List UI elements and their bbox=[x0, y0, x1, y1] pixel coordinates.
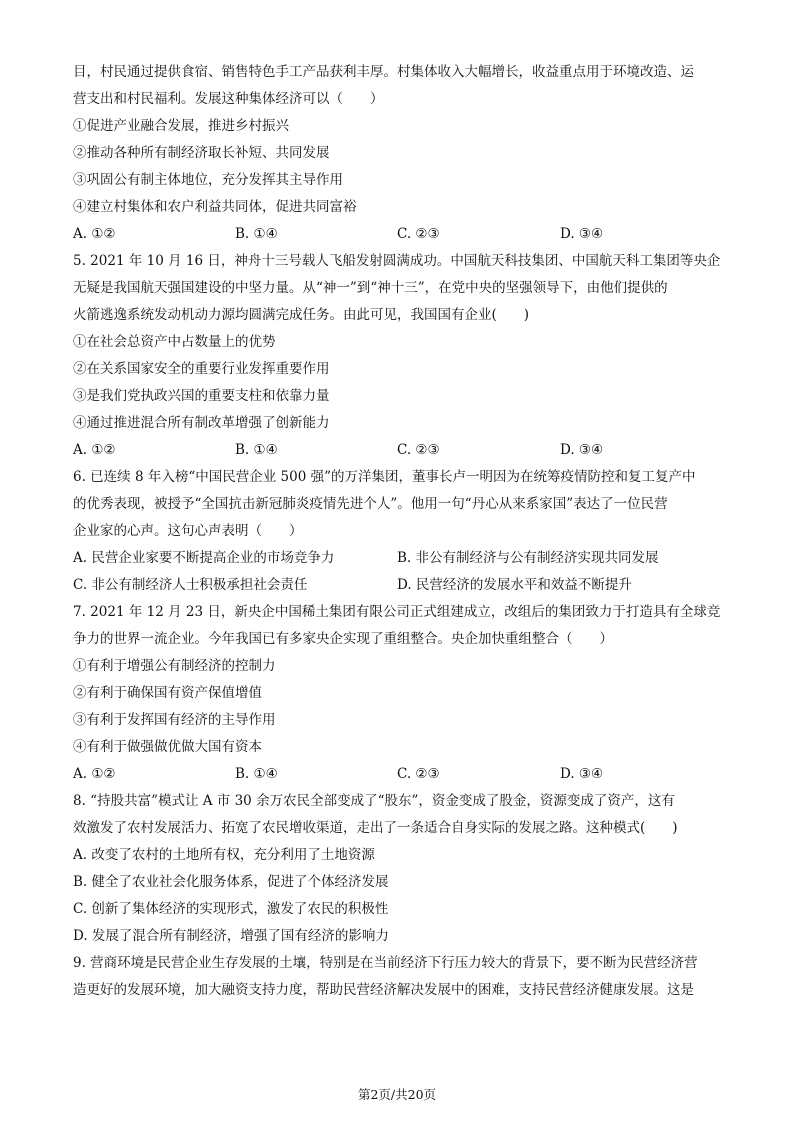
q8-option-d: D. 发展了混合所有制经济，增强了国有经济的影响力 bbox=[73, 928, 389, 944]
q8-option-c: C. 创新了集体经济的实现形式，激发了农民的积极性 bbox=[73, 901, 389, 917]
q4-stem-line-1: 目，村民通过提供食宿、销售特色手工产品获利丰厚。村集体收入大幅增长，收益重点用于环境改造、运 bbox=[73, 64, 694, 80]
q4-statement-4: ④建立村集体和农户利益共同体，促进共同富裕 bbox=[73, 199, 357, 215]
q5-stem-line-3: 火箭逃逸系统发动机动力源均圆满完成任务。由此可见，我国国有企业( ) bbox=[73, 307, 530, 323]
q9-stem-line-2: 造更好的发展环境，加大融资支持力度，帮助民营经济解决发展中的困难，支持民营经济健康发展。这是 bbox=[73, 982, 694, 998]
q4-option-b: B. ①④ bbox=[235, 226, 278, 242]
q5-options bbox=[73, 440, 723, 460]
q5-option-b: B. ①④ bbox=[235, 442, 278, 458]
q6-stem-line-1: 6. 已连续 8 年入榜“中国民营企业 500 强”的万洋集团，董事长卢一明因为在统筹疫情防控和复工复产中 bbox=[73, 469, 696, 485]
q4-statement-2: ②推动各种所有制经济取长补短、共同发展 bbox=[73, 145, 330, 161]
q5-option-a: A. ①② bbox=[73, 442, 116, 458]
q7-statement-3: ③有利于发挥国有经济的主导作用 bbox=[73, 712, 276, 728]
page-footer: 第2页/共20页 bbox=[357, 1087, 437, 1102]
q5-statement-4: ④通过推进混合所有制改革增强了创新能力 bbox=[73, 415, 330, 431]
q7-stem-line-2: 争力的世界一流企业。今年我国已有多家央企实现了重组整合。央企加快重组整合（ ） bbox=[73, 631, 613, 647]
q5-option-d: D. ③④ bbox=[560, 442, 604, 458]
q6-stem-line-3: 企业家的心声。这句心声表明（ ） bbox=[73, 523, 303, 539]
q4-statement-3: ③巩固公有制主体地位，充分发挥其主导作用 bbox=[73, 172, 343, 188]
q8-option-b: B. 健全了农业社会化服务体系，促进了个体经济发展 bbox=[73, 874, 389, 890]
q6-stem-line-2: 的优秀表现，被授予“全国抗击新冠肺炎疫情先进个人”。他用一句“丹心从来系家国”表达了一位民营 bbox=[73, 496, 668, 512]
q8-stem-line-2: 效激发了农村发展活力、拓宽了农民增收渠道，走出了一条适合自身实际的发展之路。这种模式( ) bbox=[73, 820, 678, 836]
q9-stem-line-1: 9. 营商环境是民营企业生存发展的土壤，特别是在当前经济下行压力较大的背景下，要不断为民营经济营 bbox=[73, 955, 698, 971]
q7-option-c: C. ②③ bbox=[397, 766, 440, 782]
q4-option-d: D. ③④ bbox=[560, 226, 604, 242]
q6-option-c: C. 非公有制经济人士积极承担社会责任 bbox=[73, 577, 308, 593]
q7-options bbox=[73, 764, 723, 784]
q5-statement-2: ②在关系国家安全的重要行业发挥重要作用 bbox=[73, 361, 330, 377]
q6-options-row-1 bbox=[73, 548, 723, 568]
q6-options-row-2 bbox=[73, 575, 723, 595]
q7-option-d: D. ③④ bbox=[560, 766, 604, 782]
q6-option-a: A. 民营企业家要不断提高企业的市场竞争力 bbox=[73, 550, 335, 566]
q5-statement-1: ①在社会总资产中占数量上的优势 bbox=[73, 334, 276, 350]
q7-statement-2: ②有利于确保国有资产保值增值 bbox=[73, 685, 262, 701]
q5-option-c: C. ②③ bbox=[397, 442, 440, 458]
q5-stem-line-2: 无疑是我国航天强国建设的中坚力量。从“神一”到“神十三”，在党中央的坚强领导下，由他们提供的 bbox=[73, 280, 668, 296]
q7-statement-4: ④有利于做强做优做大国有资本 bbox=[73, 739, 262, 755]
q6-option-d: D. 民营经济的发展水平和效益不断提升 bbox=[397, 577, 632, 593]
q7-stem-line-1: 7. 2021 年 12 月 23 日，新央企中国稀土集团有限公司正式组建成立，改组后的集团致力于打造具有全球竞 bbox=[73, 604, 721, 620]
q8-stem-line-1: 8. “持股共富”模式让 A 市 30 余万农民全部变成了“股东”，资金变成了股金，资源变成了资产，这有 bbox=[73, 793, 675, 809]
q7-option-a: A. ①② bbox=[73, 766, 116, 782]
q4-option-c: C. ②③ bbox=[397, 226, 440, 242]
q5-statement-3: ③是我们党执政兴国的重要支柱和依靠力量 bbox=[73, 388, 330, 404]
q4-options bbox=[73, 224, 723, 244]
q4-option-a: A. ①② bbox=[73, 226, 116, 242]
q7-statement-1: ①有利于增强公有制经济的控制力 bbox=[73, 658, 276, 674]
q6-option-b: B. 非公有制经济与公有制经济实现共同发展 bbox=[397, 550, 659, 566]
q7-option-b: B. ①④ bbox=[235, 766, 278, 782]
q5-stem-line-1: 5. 2021 年 10 月 16 日，神舟十三号载人飞船发射圆满成功。中国航天科技集团、中国航天科工集团等央企 bbox=[73, 253, 721, 269]
q4-statement-1: ①促进产业融合发展，推进乡村振兴 bbox=[73, 118, 289, 134]
q8-option-a: A. 改变了农村的土地所有权，充分利用了土地资源 bbox=[73, 847, 375, 863]
q4-stem-line-2: 营支出和村民福利。发展这种集体经济可以（ ） bbox=[73, 91, 384, 107]
